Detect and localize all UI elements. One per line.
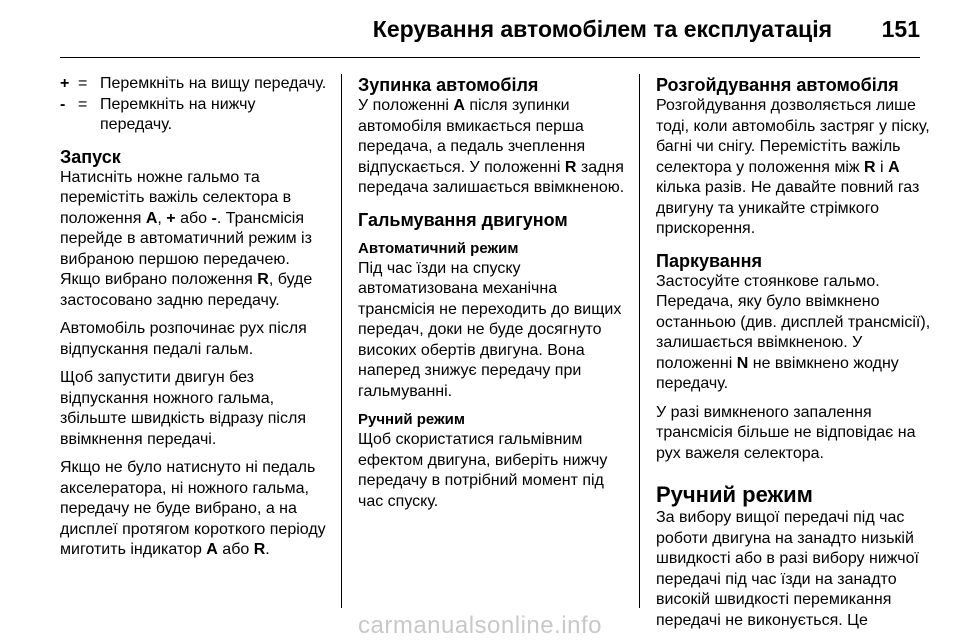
auto-mode-paragraph: Під час їзди на спуску автоматизована механічна трансмісія не переходить до вищих передач, доки не буде досягнуто високих обертів двигуна. Вона наперед знижує передачу при гальмуванні.: [358, 259, 622, 400]
manual-paragraph: За вибору вищої передачі під час роботи двигуна на занадто низькій швидкості або в разі вибору нижчої передачі під час їзди на занадто високій швидкості перемикання передачі не виконується. Це: [656, 509, 919, 629]
manual-heading: Ручний режим: [656, 482, 813, 507]
equals-sign: =: [78, 95, 88, 113]
plus-description: Перемкніть на вищу передачу.: [100, 75, 327, 92]
start-paragraph-2: Автомобіль розпочинає рух після відпускання педалі гальм.: [60, 320, 307, 358]
engine-brake-heading: Гальмування двигуном: [358, 209, 568, 230]
page-header: [0, 0, 960, 58]
column-divider-2: [639, 74, 640, 608]
plus-symbol: +: [60, 75, 70, 92]
minus-description: Перемкніть на нижчу передачу.: [100, 95, 256, 133]
page-number: 151: [881, 16, 920, 42]
parking-paragraph-1: Застосуйте стоянкове гальмо. Передача, яку було ввімкнено останньою (див. дисплей трансмісії), залишається ввімкненою. У положенні N не ввімкнено жодну передачу.: [656, 272, 931, 392]
column-1: [60, 74, 330, 561]
rocking-paragraph: Розгойдування дозволяється лише тоді, коли автомобіль застряг у піску, багні чи снігу. Перемістіть важіль селектора у положення між R і A кілька разів. Не давайте повний газ двигуну та уникайте стрімкого прискорення.: [656, 97, 930, 237]
page-title: Керування автомобілем та експлуатація: [372, 16, 832, 42]
start-paragraph-1: Натисніть ножне гальмо та перемістіть важіль селектора в положення A, + або -. Трансмісія перейде в автоматичний режим із вибраною першою передачею. Якщо вибрано положення R, буде застосовано задню передачу.: [60, 168, 313, 309]
parking-heading: Паркування: [656, 250, 763, 271]
manual-mode-paragraph: Щоб скористатися гальмівним ефектом двигуна, виберіть нижчу передачу в потрібний момент під час спуску.: [358, 431, 608, 510]
start-heading: Запуск: [60, 146, 121, 167]
column-divider-1: [341, 74, 342, 608]
column-3: [656, 74, 931, 631]
key-plus: [60, 74, 330, 95]
start-paragraph-4: Якщо не було натиснуто ні педаль акселератора, ні ножного гальма, передачу не буде вибрано, а на дисплеї протягом короткого періоду миготить індикатор A або R.: [60, 459, 326, 558]
key-minus: [60, 95, 330, 136]
stop-paragraph: У положенні A після зупинки автомобіля вмикається перша передача, а педаль зчеплення відпускається. У положенні R задня передача залишається ввімкненою.: [358, 97, 625, 196]
auto-mode-heading: Автоматичний режим: [358, 239, 519, 257]
header-divider: [60, 57, 920, 58]
manual-mode-heading: Ручний режим: [358, 411, 465, 428]
start-paragraph-3: Щоб запустити двигун без відпускання ножного гальма, збільште швидкість відразу після ввімкнення передачі.: [60, 369, 306, 448]
parking-paragraph-2: У разі вимкненого запалення трансмісія більше не відповідає на рух важеля селектора.: [656, 403, 916, 462]
equals-sign: =: [78, 75, 88, 92]
rocking-heading: Розгойдування автомобіля: [656, 75, 899, 95]
stop-heading: Зупинка автомобіля: [358, 75, 539, 95]
minus-symbol: -: [60, 95, 66, 113]
watermark: carmanualsonline.info: [358, 612, 602, 639]
column-2: [358, 74, 628, 512]
